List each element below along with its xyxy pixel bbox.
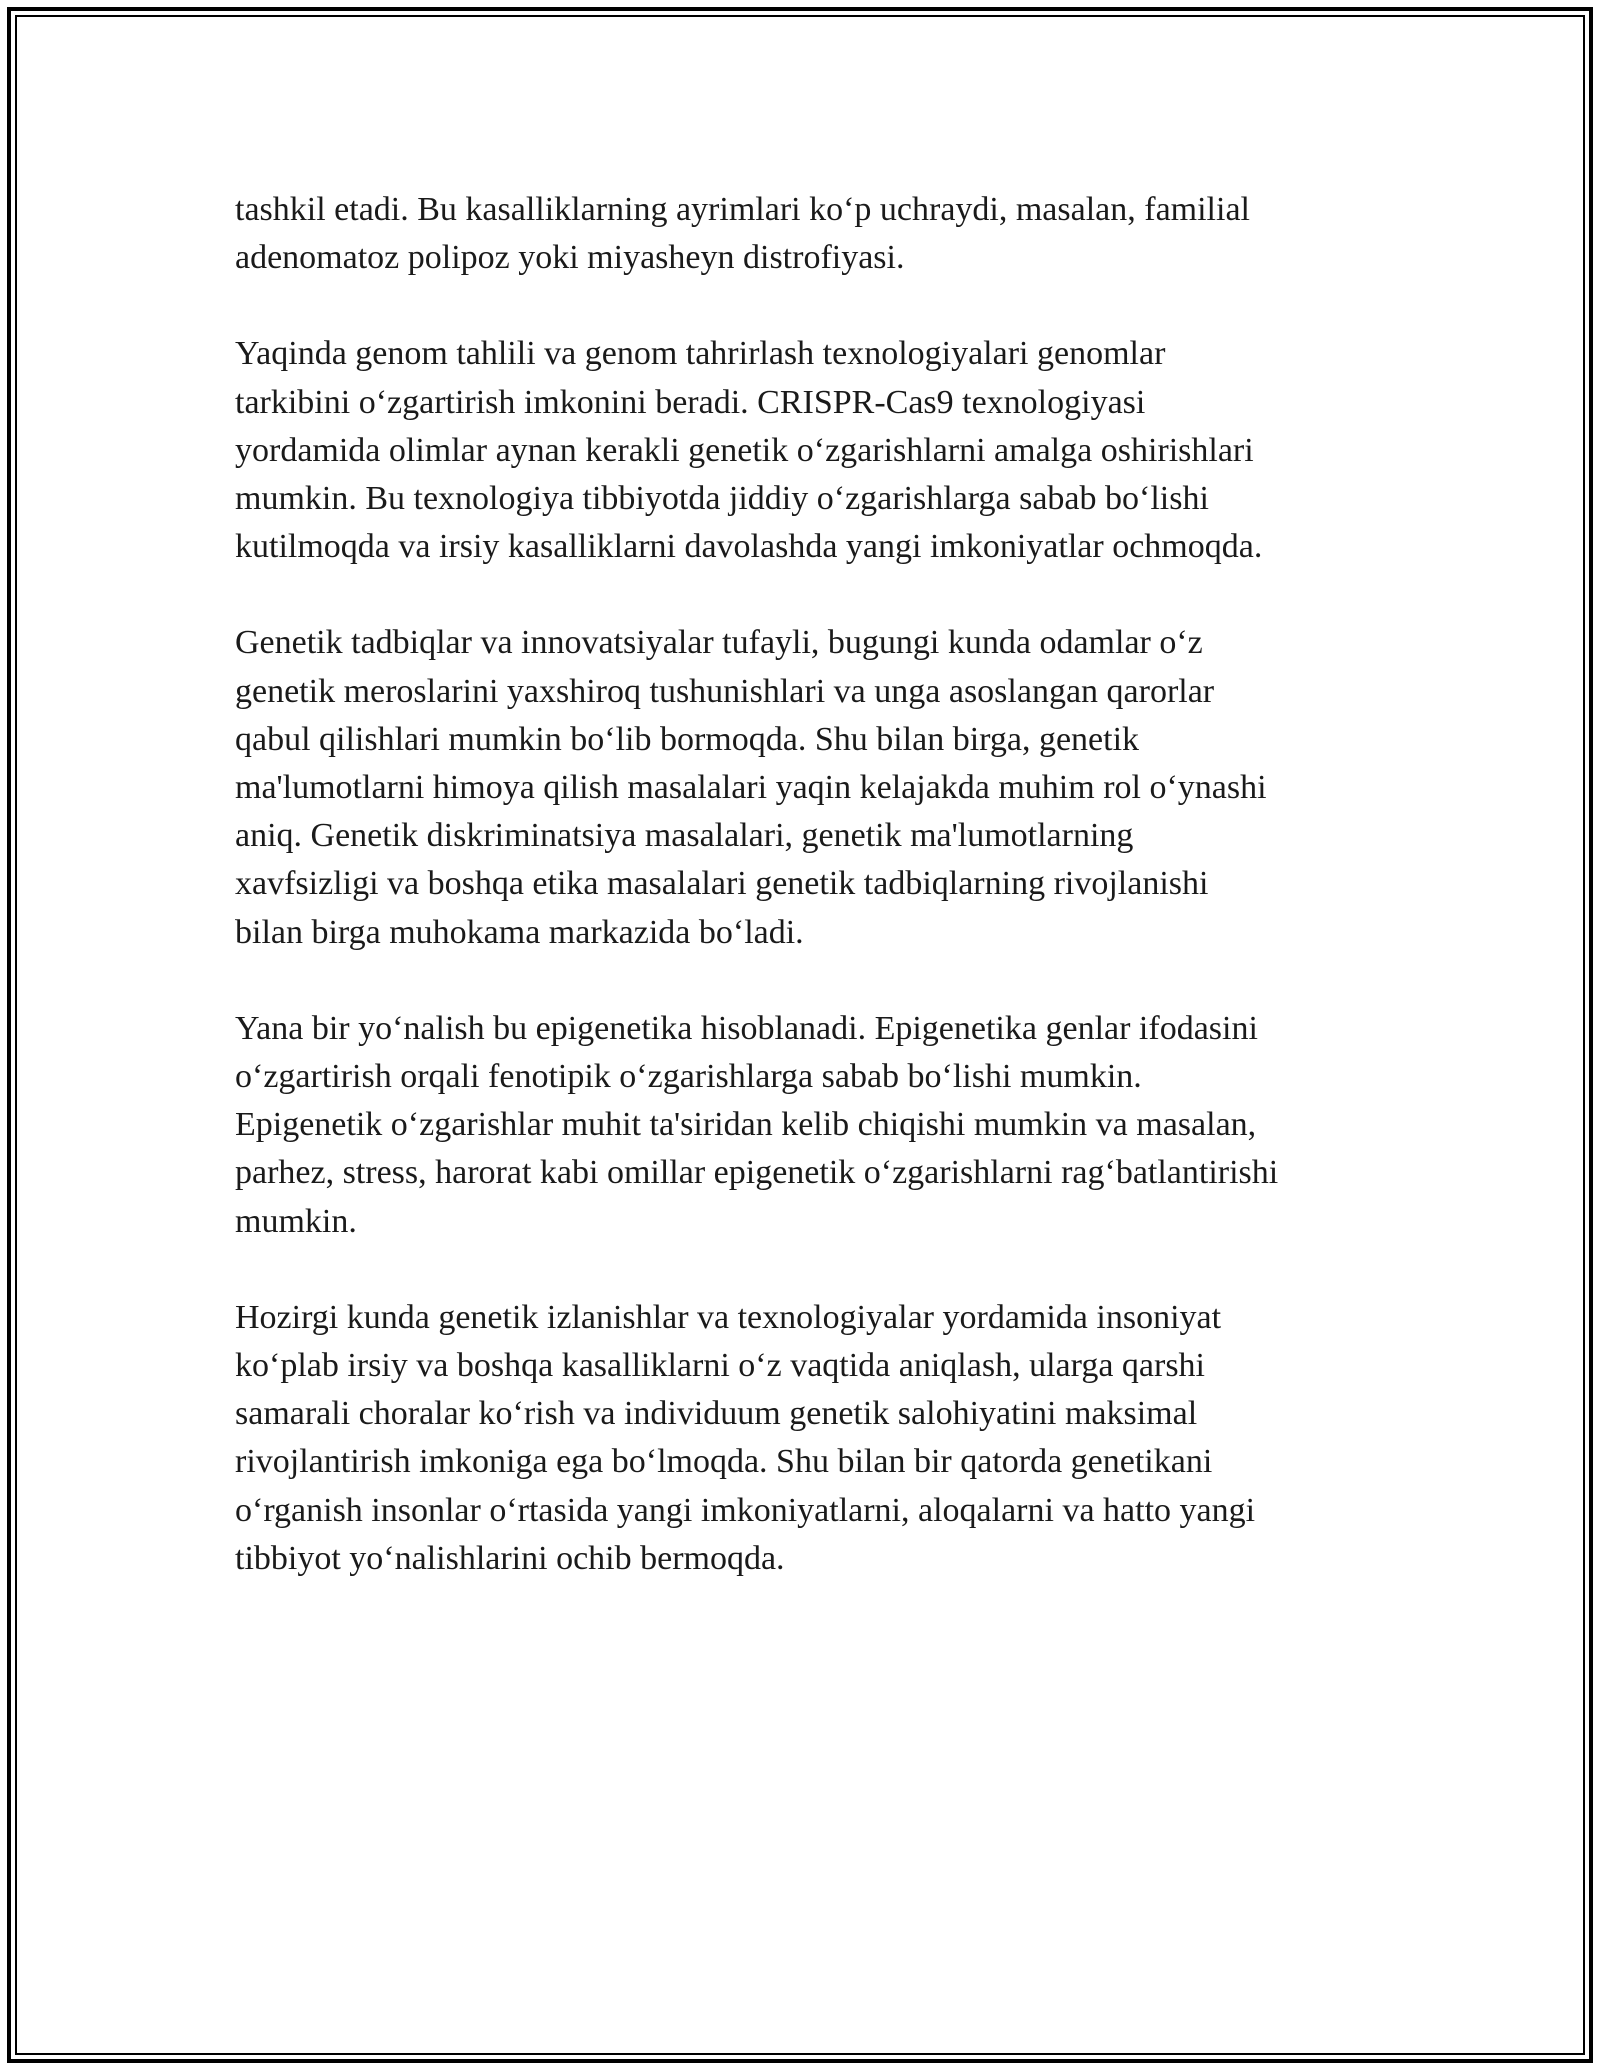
document-body xyxy=(235,186,1365,1583)
text-line: tashkil etadi. Bu kasalliklarning ayrimlari ko‘p uchraydi, masalan, familial xyxy=(235,191,1250,228)
text-line: tarkibini o‘zgartirish imkonini beradi. CRISPR-Cas9 texnologiyasi xyxy=(235,383,1146,421)
text-line: Genetik tadbiqlar va innovatsiyalar tufayli, bugungi kunda odamlar o‘z xyxy=(235,624,1203,662)
text-line: mumkin. Bu texnologiya tibbiyotda jiddiy o‘zgarishlarga sabab bo‘lishi xyxy=(235,480,1209,518)
text-line: Yana bir yo‘nalish bu epigenetika hisoblanadi. Epigenetika genlar ifodasini xyxy=(235,1009,1258,1047)
text-line: xavfsizligi va boshqa etika masalalari genetik tadbiqlarning rivojlanishi xyxy=(235,865,1209,903)
text-line: o‘zgartirish orqali fenotipik o‘zgarishlarga sabab bo‘lishi mumkin. xyxy=(235,1058,1142,1096)
text-line: parhez, stress, harorat kabi omillar epigenetik o‘zgarishlarni rag‘batlantirishi xyxy=(235,1154,1279,1192)
text-line: o‘rganish insonlar o‘rtasida yangi imkoniyatlarni, aloqalarni va hatto yangi xyxy=(235,1491,1256,1529)
paragraph-1 xyxy=(235,186,1365,282)
text-line: qabul qilishlari mumkin bo‘lib bormoqda. Shu bilan birga, genetik xyxy=(235,720,1140,758)
text-line: Epigenetik o‘zgarishlar muhit ta'siridan kelib chiqishi mumkin va masalan, xyxy=(235,1106,1257,1144)
text-line: yordamida olimlar aynan kerakli genetik o‘zgarishlarni amalga oshirishlari xyxy=(235,431,1254,469)
text-line: adenomatoz polipoz yoki miyasheyn distrofiyasi. xyxy=(235,239,905,277)
paragraph-3 xyxy=(235,619,1365,956)
text-line: bilan birga muhokama markazida bo‘ladi. xyxy=(235,913,804,951)
text-line: aniq. Genetik diskriminatsiya masalalari, genetik ma'lumotlarning xyxy=(235,817,1134,855)
paragraph-2 xyxy=(235,330,1365,571)
text-line: samarali choralar ko‘rish va individuum genetik salohiyatini maksimal xyxy=(235,1395,1198,1433)
text-line: mumkin. xyxy=(235,1202,357,1240)
text-line: Yaqinda genom tahlili va genom tahrirlash texnologiyalari genomlar xyxy=(235,335,1166,373)
paragraph-5 xyxy=(235,1294,1365,1583)
text-line: rivojlantirish imkoniga ega bo‘lmoqda. Shu bilan bir qatorda genetikani xyxy=(235,1443,1213,1481)
text-line: tibbiyot yo‘nalishlarini ochib bermoqda. xyxy=(235,1539,785,1577)
text-line: ma'lumotlarni himoya qilish masalalari yaqin kelajakda muhim rol o‘ynashi xyxy=(235,769,1267,807)
text-line: ko‘plab irsiy va boshqa kasalliklarni o‘z vaqtida aniqlash, ularga qarshi xyxy=(235,1347,1205,1385)
text-line: genetik meroslarini yaxshiroq tushunishlari va unga asoslangan qarorlar xyxy=(235,672,1215,710)
text-line: kutilmoqda va irsiy kasalliklarni davolashda yangi imkoniyatlar ochmoqda. xyxy=(235,528,1263,566)
paragraph-4 xyxy=(235,1005,1365,1246)
text-line: Hozirgi kunda genetik izlanishlar va texnologiyalar yordamida insoniyat xyxy=(235,1298,1222,1336)
